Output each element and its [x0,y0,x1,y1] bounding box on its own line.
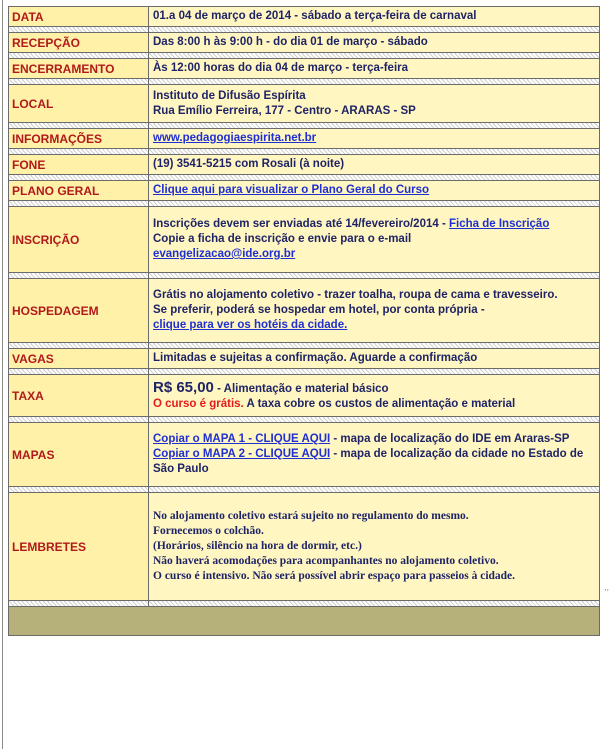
row-vagas [9,349,600,369]
row-fone [9,155,600,175]
page-edge-line [2,0,3,749]
row-lembretes [9,493,600,601]
label-plano-geral: PLANO GERAL [9,181,149,201]
taxa-line1 [153,380,595,397]
row-encerramento [9,59,600,79]
value-lembretes [149,493,600,601]
row-hospedagem [9,279,600,343]
taxa-note: A taxa cobre os custos de alimentação e material [243,397,516,410]
taxa-price: R$ 65,00 [153,378,214,396]
row-mapas [9,423,600,487]
value-inscricao [149,207,600,273]
value-plano-geral [149,181,600,201]
local-line1: Instituto de Difusão Espírita [153,89,306,102]
value-hospedagem [149,279,600,343]
edge-marker: ,, [603,582,609,592]
inscricao-text2: Copie a ficha de inscrição e envie para o e-mail [153,233,412,245]
hoteis-link[interactable]: clique para ver os hotéis da cidade. [153,319,348,331]
mapa2-line [153,447,595,477]
label-inscricao: INSCRIÇÃO [9,207,149,273]
label-taxa: TAXA [9,375,149,417]
hospedagem-text1: Grátis no alojamento coletivo - trazer toalha, roupa de cama e travesseiro. [153,289,558,301]
plano-geral-link[interactable]: Clique aqui para visualizar o Plano Geral do Curso [153,184,430,196]
label-encerramento: ENCERRAMENTO [9,59,149,79]
label-hospedagem: HOSPEDAGEM [9,279,149,343]
label-lembretes: LEMBRETES [9,493,149,601]
label-fone: FONE [9,155,149,175]
event-info-table [8,6,600,636]
value-informacoes [149,129,600,149]
value-taxa [149,375,600,417]
mapa1-line [153,432,595,447]
value-recepcao: Das 8:00 h às 9:00 h - do dia 01 de março - sábado [149,33,600,53]
label-vagas: VAGAS [9,349,149,369]
label-mapas: MAPAS [9,423,149,487]
taxa-free-note: O curso é grátis. [153,397,244,410]
label-data: DATA [9,7,149,27]
row-local [9,85,600,123]
row-plano-geral [9,181,600,201]
value-mapas [149,423,600,487]
email-link[interactable]: evangelizacao@ide.org.br [153,248,296,260]
inscricao-text1: Inscrições devem ser enviadas até 14/fevereiro/2014 - [153,218,446,230]
lembrete-2: Fornecemos o colchão. [153,525,264,537]
lembrete-3: (Horários, silêncio na hora de dormir, etc.) [153,540,362,552]
mapa1-link[interactable]: Copiar o MAPA 1 - CLIQUE AQUI [153,433,331,445]
ficha-inscricao-link[interactable]: Ficha de Inscrição [449,218,550,230]
inscricao-line1 [153,217,595,232]
hospedagem-text2: Se preferir, poderá se hospedar em hotel, por conta própria - [153,304,485,316]
row-taxa [9,375,600,417]
local-line2: Rua Emílio Ferreira, 177 - Centro - ARARAS - SP [153,104,416,117]
mapa1-text: - mapa de localização do IDE em Araras-SP [330,433,570,445]
value-fone: (19) 3541-5215 com Rosali (à noite) [149,155,600,175]
mapa2-link[interactable]: Copiar o MAPA 2 - CLIQUE AQUI [153,448,331,460]
row-data [9,7,600,27]
value-vagas: Limitadas e sujeitas a confirmação. Aguarde a confirmação [149,349,600,369]
label-informacoes: INFORMAÇÕES [9,129,149,149]
lembrete-5: O curso é intensivo. Não será possível abrir espaço para passeios à cidade. [153,570,516,582]
taxa-desc: - Alimentação e material básico [213,382,389,395]
value-data: 01.a 04 de março de 2014 - sábado a terça-feira de carnaval [149,7,600,27]
label-local: LOCAL [9,85,149,123]
mapa2-text: - mapa de localização da cidade no Estado de São Paulo [153,448,584,475]
website-link[interactable]: www.pedagogiaespirita.net.br [153,132,317,144]
event-info-sheet [8,6,600,636]
value-local [149,85,600,123]
lembrete-1: No alojamento coletivo estará sujeito no regulamento do mesmo. [153,510,469,522]
row-inscricao [9,207,600,273]
label-recepcao: RECEPÇÃO [9,33,149,53]
value-encerramento: Às 12:00 horas do dia 04 de março - terça-feira [149,59,600,79]
footer-band [9,607,600,636]
lembrete-4: Não haverá acomodações para acompanhantes no alojamento coletivo. [153,555,499,567]
row-informacoes [9,129,600,149]
row-recepcao [9,33,600,53]
taxa-line2 [153,397,595,412]
